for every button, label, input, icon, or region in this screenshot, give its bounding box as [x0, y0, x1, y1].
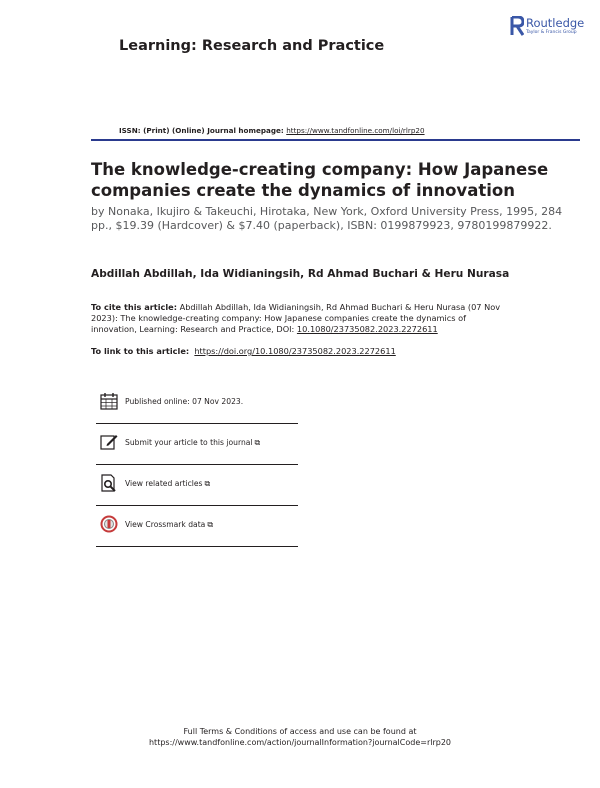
citation-text: Abdillah Abdillah, Ida Widianingsih, Rd Ahmad Buchari & Heru Nurasa (07 Nov 2023): The knowledge-creating company: How Japanese companies create the dynamics of innovation, Learning: Research and Practice, DOI: — [91, 302, 501, 334]
article-link-line — [91, 346, 396, 356]
submit-article-label: Submit your article to this journal — [125, 438, 253, 447]
article-subtitle: by Nonaka, Ikujiro & Takeuchi, Hirotaka, New York, Oxford University Press, 1995, 284 pp., $19.39 (Hardcover) & $7.40 (paperback), ISBN: 0199879923, 9780199879922. — [91, 205, 563, 232]
footer-terms: Full Terms & Conditions of access and use can be found at — [183, 727, 417, 736]
crossmark-label: View Crossmark data — [125, 520, 206, 529]
related-articles-label: View related articles — [125, 479, 203, 488]
related-articles-icon — [100, 474, 118, 492]
published-row — [96, 383, 298, 424]
article-authors: Abdillah Abdillah, Ida Widianingsih, Rd Ahmad Buchari & Heru Nurasa — [91, 268, 510, 280]
issn-line — [119, 126, 425, 135]
issn-label: ISSN: (Print) (Online) Journal homepage: — [119, 126, 287, 135]
external-link-icon: ⧉ — [204, 479, 211, 488]
logo-brand: Routledge — [526, 16, 585, 30]
footer — [0, 726, 600, 748]
submit-article-link[interactable] — [96, 424, 298, 465]
crossmark-link[interactable] — [96, 506, 298, 547]
footer-terms-url[interactable]: https://www.tandfonline.com/action/journalInformation?journalCode=rlrp20 — [148, 738, 452, 747]
crossmark-icon — [100, 515, 118, 533]
logo-tagline: Taylor & Francis Group — [526, 30, 577, 35]
calendar-icon — [100, 392, 118, 410]
routledge-r-icon — [510, 16, 524, 36]
published-date: Published online: 07 Nov 2023. — [125, 397, 244, 406]
link-label: To link to this article: — [91, 346, 190, 356]
header-rule — [91, 139, 580, 141]
citation — [91, 302, 511, 335]
edit-icon — [100, 433, 118, 451]
external-link-icon: ⧉ — [254, 438, 261, 447]
journal-homepage-link[interactable]: https://www.tandfonline.com/loi/rlrp20 — [286, 126, 425, 135]
article-doi-url[interactable]: https://doi.org/10.1080/23735082.2023.2272611 — [194, 346, 396, 356]
related-articles-link[interactable] — [96, 465, 298, 506]
external-link-icon: ⧉ — [207, 520, 214, 529]
article-actions — [96, 383, 298, 547]
citation-label: To cite this article: — [91, 302, 177, 312]
article-title: The knowledge-creating company: How Japanese companies create the dynamics of innovation — [91, 160, 549, 200]
routledge-logo — [510, 16, 588, 40]
journal-title: Learning: Research and Practice — [119, 38, 385, 54]
citation-doi-link[interactable]: 10.1080/23735082.2023.2272611 — [296, 324, 438, 334]
